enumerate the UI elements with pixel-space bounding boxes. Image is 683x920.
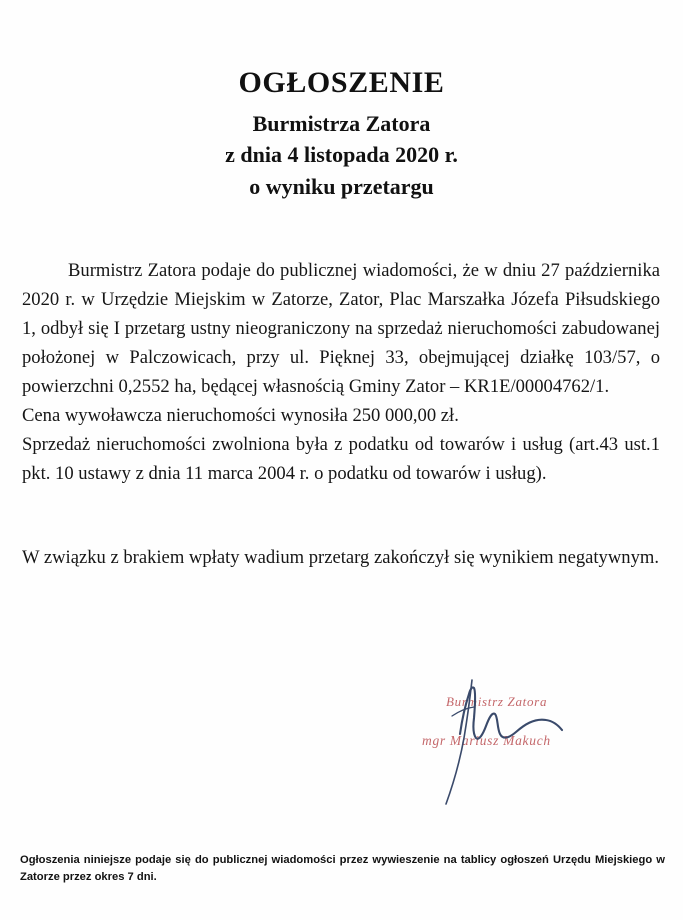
- signature-block: [412, 678, 642, 818]
- body-paragraph-auction-details: Burmistrz Zatora podaje do publicznej wiadomości, że w dniu 27 października 2020 r. w Urzędzie Miejskim w Zatorze, Zator, Plac Marszałka Józefa Piłsudskiego 1, odbył się I przetarg ustny nieograniczony na sprzedaż nieruchomości zabudowanej położonej w Palczowicach, przy ul. Pięknej 33, obejmującej działkę 103/57, o powierzchni 0,2552 ha, będącej własnością Gminy Zator – KR1E/00004762/1.: [22, 260, 660, 397]
- body-paragraph-starting-price: Cena wywoławcza nieruchomości wynosiła 250 000,00 zł.: [22, 405, 459, 426]
- footer-notice: Ogłoszenia niniejsze podaje się do publicznej wiadomości przez wywieszenie na tablicy ogłoszeń Urzędu Miejskiego w Zatorze przez okres 7 dni.: [20, 854, 665, 883]
- body-paragraph-vat-exemption: Sprzedaż nieruchomości zwolniona była z podatku od towarów i usług (art.43 ust.1 pkt. 10 ustawy z dnia 11 marca 2004 r. o podatku od towarów i usług).: [22, 434, 660, 484]
- page-title: OGŁOSZENIE: [238, 66, 445, 99]
- announcement-heading: [0, 64, 683, 203]
- stamp-title: Burmistrz Zatora: [446, 694, 548, 709]
- heading-subtitle-date: z dnia 4 listopada 2020 r.: [225, 142, 458, 168]
- stamp-name: mgr Mariusz Makuch: [422, 733, 551, 748]
- announcement-body: [22, 256, 660, 572]
- heading-subtitle-subject: o wyniku przetargu: [249, 174, 434, 200]
- body-paragraph-result: W związku z brakiem wpłaty wadium przetarg zakończył się wynikiem negatywnym.: [22, 547, 659, 568]
- paragraph-spacer: [22, 488, 660, 543]
- heading-subtitle-authority: Burmistrza Zatora: [252, 110, 431, 136]
